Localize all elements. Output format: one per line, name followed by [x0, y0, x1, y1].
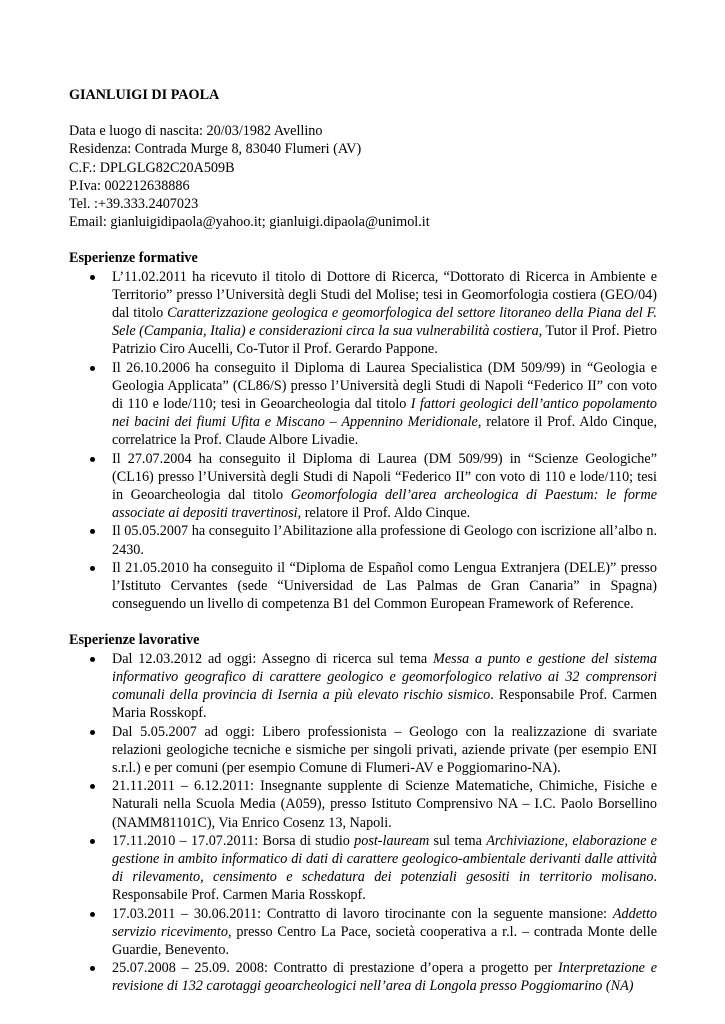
item-text: , relatore il Prof. Aldo Cinque, correlatrice la Prof. Claude Albore Livadie.: [112, 414, 657, 449]
item-text: 17.11.2010 – 17.07.2011: Borsa di studio: [112, 832, 355, 849]
bullet-icon: [90, 730, 95, 735]
bullet-icon: [90, 784, 95, 789]
email-addresses: Email: gianluigidipaola@yahoo.it; gianluigi.dipaola@unimol.it: [69, 214, 430, 231]
vat-number: P.Iva: 002212638886: [69, 177, 190, 194]
item-text: . Responsabile Prof. Carmen Maria Rosskopf.: [112, 687, 657, 722]
item-text: 21.11.2011 – 6.12.2011: Insegnante supplente di Scienze Matematiche, Chimiche, Fisiche e Naturali nella Scuola Media (A059), presso Istituto Comprensivo NA – I.C. Paolo Borsellino (NAMM81101C), Via Enrico Cosenz 13, Napoli.: [112, 778, 657, 831]
item-text: , presso Centro La Pace, società cooperativa a r.l. – contrada Monte delle Guardie, Benevento.: [112, 923, 657, 958]
italic-text: post-lauream: [354, 832, 430, 849]
bullet-icon: [90, 966, 95, 971]
phone-number: Tel. :+39.333.2407023: [69, 196, 199, 213]
item-text: , relatore il Prof. Aldo Cinque.: [297, 505, 471, 522]
list-item: [69, 559, 657, 614]
person-name: GIANLUIGI DI PAOLA: [69, 87, 220, 103]
list-item: [69, 832, 657, 905]
list-item: [69, 959, 657, 995]
list-item: [69, 723, 657, 778]
list-item: [69, 359, 657, 450]
cv-page: [69, 86, 657, 996]
bullet-icon: [90, 839, 95, 844]
item-text: Il 27.07.2004 ha conseguito il Diploma di Laurea (DM 509/99) in “Scienze Geologiche” (CL16) presso l’Università degli Studi di Napoli “Federico II” con voto di 110 e lode/110; tesi in Geoarcheologia dal titolo: [112, 450, 657, 504]
bullet-icon: [90, 566, 95, 571]
item-text: Il 26.10.2006 ha conseguito il Diploma di Laurea Specialistica (DM 509/99) in “Geologia e Geologia Applicata” (CL86/S) presso l’Università degli Studi di Napoli “Federico II” con voto di 110 e lode/110; tesi in Geoarcheologia dal titolo: [112, 359, 657, 413]
fiscal-code: C.F.: DPLGLG82C20A509B: [69, 159, 235, 176]
section-title-work: Esperienze lavorative: [69, 632, 200, 649]
list-item: [69, 777, 657, 832]
italic-text: Geomorfologia dell’area archeologica di Paestum: le forme associate ai depositi travertinosi: [112, 487, 657, 522]
residence-info: Residenza: Contrada Murge 8, 83040 Flumeri (AV): [69, 141, 362, 158]
item-text: Il 05.05.2007 ha conseguito l’Abilitazione alla professione di Geologo con iscrizione all’albo n. 2430.: [112, 523, 657, 558]
item-text: Dal 5.05.2007 ad oggi: Libero professionista – Geologo con la realizzazione di svariate relazioni geologiche tecniche e sismiche per singoli privati, aziende private (per esempio ENI s.r.l.) e per comuni (per esempio Comune di Flumeri-AV e Poggiomarino-NA).: [112, 723, 657, 776]
list-item: [69, 450, 657, 523]
bullet-icon: [90, 457, 95, 462]
italic-text: Interpretazione e revisione di 132 carotaggi geoarcheologici nell’area di Longola presso Poggiomarino (NA): [112, 960, 657, 995]
item-text: Il 21.05.2010 ha conseguito il “Diploma de Español como Lengua Extranjera (DELE)” presso l’Istituto Cervantes (sede “Universidad de Las Palmas de Gran Canaria” in Spagna) conseguendo un livello di competenza B1 del Common European Framework of Reference.: [112, 559, 657, 613]
bullet-icon: [90, 529, 95, 534]
item-text: sul tema: [429, 832, 487, 849]
bullet-icon: [90, 275, 95, 280]
item-text: , Tutor il Prof. Pietro Patrizio Ciro Aucelli, Co-Tutor il Prof. Gerardo Pappone.: [112, 323, 657, 358]
item-text: . Responsabile Prof. Carmen Maria Rosskopf.: [112, 869, 657, 904]
item-text: 25.07.2008 – 25.09. 2008: Contratto di prestazione d’opera a progetto per: [112, 960, 559, 977]
list-item: [69, 905, 657, 960]
item-text: 17.03.2011 – 30.06.2011: Contratto di lavoro tirocinante con la seguente mansione:: [112, 905, 613, 922]
bullet-icon: [90, 366, 95, 371]
section-title-formative: Esperienze formative: [69, 250, 198, 267]
bullet-icon: [90, 657, 95, 662]
italic-text: I fattori geologici dell’antico popolamento nei bacini dei fiumi Ufita e Miscano – Appennino Meridionale: [112, 396, 658, 431]
item-text: Dal 12.03.2012 ad oggi: Assegno di ricerca sul tema: [112, 650, 433, 667]
list-item: [69, 650, 657, 723]
work-list: [69, 650, 657, 996]
birth-info: Data e luogo di nascita: 20/03/1982 Avellino: [69, 123, 323, 140]
personal-info: [69, 122, 657, 231]
italic-text: Archiviazione, elaborazione e gestione in ambito informatico di dati di carattere geologico-ambientale derivanti dalle attività di rilevamento, censimento e schedatura dei potenziali gesositi in territorio molisano: [112, 832, 657, 886]
item-text: L’11.02.2011 ha ricevuto il titolo di Dottore di Ricerca, “Dottorato di Ricerca in Ambiente e Territorio” presso l’Università degli Studi del Molise; tesi in Geomorfologia costiera (GEO/04) dal titolo: [112, 268, 657, 322]
italic-text: Messa a punto e gestione del sistema informativo geografico di carattere geologico e geomorfologico relativo ai 32 comprensori comunali della provincia di Isernia a più elevato rischio sismico: [112, 650, 657, 704]
italic-text: Addetto servizio ricevimento: [112, 905, 657, 940]
list-item: [69, 522, 657, 558]
formative-list: [69, 268, 657, 614]
bullet-icon: [90, 912, 95, 917]
italic-text: Caratterizzazione geologica e geomorfologica del settore litoraneo della Piana del F. Sele (Campania, Italia) e considerazioni circa la sua vulnerabilità costiera: [112, 305, 657, 340]
list-item: [69, 268, 657, 359]
